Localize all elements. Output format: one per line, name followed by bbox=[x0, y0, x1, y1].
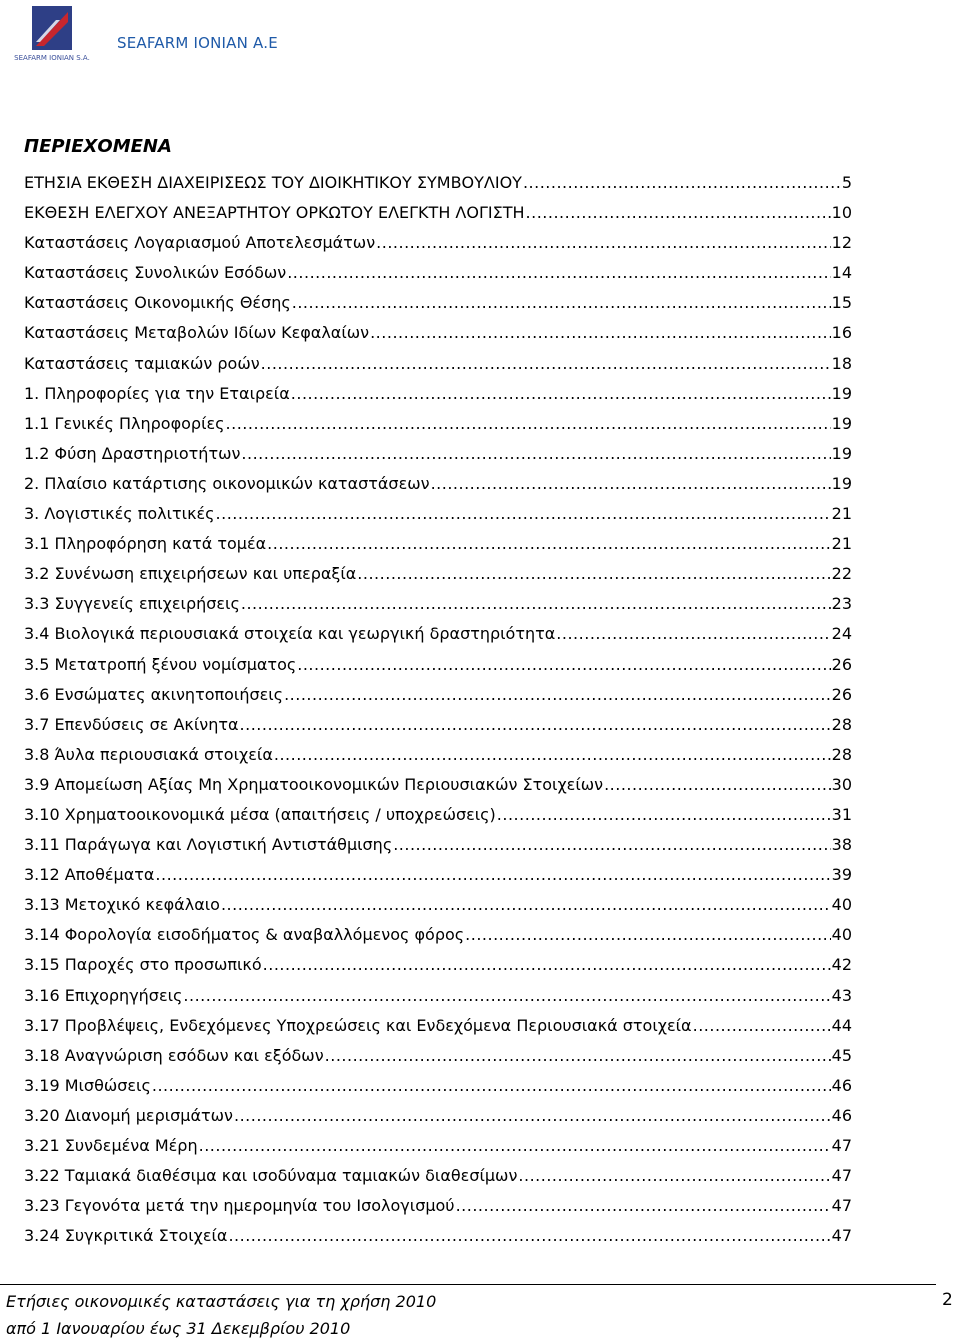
toc-dot-leader bbox=[523, 168, 841, 198]
footer-period: από 1 Ιανουαρίου έως 31 Δεκεμβρίου 2010 bbox=[6, 1319, 351, 1338]
toc-entry-title: 3.5 Μετατροπή ξένου νομίσματος bbox=[24, 654, 297, 674]
toc-entry-title: Καταστάσεις ταμιακών ροών bbox=[24, 353, 260, 373]
toc-entry-title: 3.14 Φορολογία εισοδήματος & αναβαλλόμενος φόρος bbox=[24, 925, 465, 945]
toc-entry[interactable] bbox=[24, 379, 852, 409]
toc-entry-title: 1. Πληροφορίες για την Εταιρεία bbox=[24, 383, 290, 403]
toc-entry[interactable] bbox=[24, 1011, 852, 1041]
toc-entry-title: 3.4 Βιολογικά περιουσιακά στοιχεία και γεωργική δραστηριότητα bbox=[24, 624, 556, 644]
toc-entry-page: 19 bbox=[831, 413, 852, 433]
toc-entry-page: 24 bbox=[831, 624, 852, 644]
toc-entry[interactable] bbox=[24, 680, 852, 710]
company-name: SEAFARM IONIAN A.E bbox=[117, 34, 278, 52]
toc-entry-page: 23 bbox=[831, 594, 852, 614]
toc-dot-leader bbox=[155, 860, 830, 890]
toc-dot-leader bbox=[604, 770, 831, 800]
toc-entry-title: 3.11 Παράγωγα και Λογιστική Αντιστάθμισης bbox=[24, 835, 393, 855]
toc-entry-title: 3.13 Μετοχικό κεφάλαιο bbox=[24, 895, 220, 915]
toc-entry[interactable] bbox=[24, 800, 852, 830]
toc-dot-leader bbox=[183, 981, 830, 1011]
toc-entry[interactable] bbox=[24, 349, 852, 379]
table-of-contents bbox=[24, 168, 852, 1251]
toc-entry[interactable] bbox=[24, 439, 852, 469]
toc-entry[interactable] bbox=[24, 1071, 852, 1101]
toc-entry-page: 40 bbox=[831, 925, 852, 945]
toc-entry[interactable] bbox=[24, 1101, 852, 1131]
toc-entry-page: 18 bbox=[831, 353, 852, 373]
toc-dot-leader bbox=[234, 1101, 831, 1131]
toc-entry-page: 5 bbox=[841, 173, 852, 192]
toc-dot-leader bbox=[274, 740, 831, 770]
toc-entry[interactable] bbox=[24, 830, 852, 860]
footer-divider bbox=[0, 1284, 936, 1285]
toc-entry-title: ΕΤΗΣΙΑ ΕΚΘΕΣΗ ΔΙΑΧΕΙΡΙΣΕΩΣ ΤΟΥ ΔΙΟΙΚΗΤΙΚΟΥ ΣΥΜΒΟΥΛΙΟΥ bbox=[24, 173, 522, 192]
toc-entry[interactable] bbox=[24, 650, 852, 680]
toc-entry-title: Καταστάσεις Μεταβολών Ιδίων Κεφαλαίων bbox=[24, 323, 370, 343]
toc-entry[interactable] bbox=[24, 499, 852, 529]
toc-entry-title: 3.3 Συγγενείς επιχειρήσεις bbox=[24, 594, 240, 614]
logo-text: SEAFARM IONIAN S.A. bbox=[14, 54, 90, 62]
toc-entry[interactable] bbox=[24, 981, 852, 1011]
toc-entry-title: 3.17 Προβλέψεις, Ενδεχόμενες Υποχρεώσεις και Ενδεχόμενα Περιουσιακά στοιχεία bbox=[24, 1015, 692, 1035]
toc-entry-page: 19 bbox=[831, 383, 852, 403]
toc-dot-leader bbox=[325, 1041, 831, 1071]
footer-title: Ετήσιες οικονομικές καταστάσεις για τη χρήση 2010 bbox=[6, 1292, 437, 1311]
toc-entry-title: 3.24 Συγκριτικά Στοιχεία bbox=[24, 1226, 228, 1246]
toc-dot-leader bbox=[267, 529, 830, 559]
toc-entry-page: 10 bbox=[831, 203, 852, 223]
toc-dot-leader bbox=[228, 1221, 830, 1251]
toc-entry[interactable] bbox=[24, 890, 852, 920]
toc-entry-title: 3.7 Επενδύσεις σε Ακίνητα bbox=[24, 714, 239, 734]
toc-entry-page: 28 bbox=[831, 714, 852, 734]
toc-dot-leader bbox=[370, 318, 831, 348]
toc-entry[interactable] bbox=[24, 770, 852, 800]
toc-entry[interactable] bbox=[24, 860, 852, 890]
toc-entry-page: 28 bbox=[831, 744, 852, 764]
toc-entry-page: 30 bbox=[831, 774, 852, 794]
toc-entry-title: 3.12 Αποθέματα bbox=[24, 865, 155, 885]
toc-entry[interactable] bbox=[24, 1191, 852, 1221]
toc-entry-page: 47 bbox=[831, 1166, 852, 1186]
toc-entry-page: 26 bbox=[831, 684, 852, 704]
toc-entry[interactable] bbox=[24, 710, 852, 740]
toc-entry-page: 47 bbox=[831, 1226, 852, 1246]
toc-entry[interactable] bbox=[24, 409, 852, 439]
toc-dot-leader bbox=[199, 1131, 831, 1161]
toc-entry-page: 15 bbox=[831, 293, 852, 313]
toc-entry-page: 47 bbox=[831, 1196, 852, 1216]
toc-dot-leader bbox=[376, 228, 831, 258]
toc-entry[interactable] bbox=[24, 559, 852, 589]
toc-dot-leader bbox=[393, 830, 830, 860]
toc-dot-leader bbox=[241, 589, 831, 619]
toc-entry-title: 3.21 Συνδεμένα Μέρη bbox=[24, 1136, 198, 1155]
toc-entry-title: Καταστάσεις Οικονομικής Θέσης bbox=[24, 293, 291, 313]
toc-entry-page: 43 bbox=[831, 985, 852, 1005]
toc-entry-page: 44 bbox=[831, 1015, 852, 1035]
toc-entry-title: 3.22 Ταμιακά διαθέσιμα και ισοδύναμα ταμιακών διαθεσίμων bbox=[24, 1166, 518, 1186]
toc-entry[interactable] bbox=[24, 920, 852, 950]
toc-entry-title: 3.23 Γεγονότα μετά την ημερομηνία του Ισολογισμού bbox=[24, 1196, 455, 1216]
toc-dot-leader bbox=[497, 800, 831, 830]
toc-dot-leader bbox=[297, 650, 830, 680]
toc-dot-leader bbox=[226, 409, 831, 439]
toc-entry-title: 3.16 Επιχορηγήσεις bbox=[24, 985, 183, 1005]
toc-title: ΠΕΡΙΕΧΟΜΕΝΑ bbox=[24, 136, 172, 157]
toc-entry-page: 31 bbox=[831, 804, 852, 824]
toc-entry[interactable] bbox=[24, 318, 852, 348]
toc-entry-page: 45 bbox=[831, 1045, 852, 1065]
toc-entry-title: 3.10 Χρηματοοικονομικά μέσα (απαιτήσεις / υποχρεώσεις) bbox=[24, 804, 496, 824]
toc-entry[interactable] bbox=[24, 1131, 852, 1161]
toc-dot-leader bbox=[152, 1071, 831, 1101]
toc-dot-leader bbox=[284, 680, 831, 710]
toc-entry[interactable] bbox=[24, 469, 852, 499]
toc-entry[interactable] bbox=[24, 589, 852, 619]
toc-entry[interactable] bbox=[24, 1161, 852, 1191]
toc-dot-leader bbox=[518, 1161, 830, 1191]
toc-entry[interactable] bbox=[24, 288, 852, 318]
toc-entry[interactable] bbox=[24, 619, 852, 649]
toc-entry-title: ΕΚΘΕΣΗ ΕΛΕΓΧΟΥ ΑΝΕΞΑΡΤΗΤΟΥ ΟΡΚΩΤΟΥ ΕΛΕΓΚΤΗ ΛΟΓΙΣΤΗ bbox=[24, 203, 525, 223]
toc-entry-title: 3.19 Μισθώσεις bbox=[24, 1075, 151, 1095]
toc-entry-page: 26 bbox=[831, 654, 852, 674]
toc-dot-leader bbox=[431, 469, 831, 499]
toc-entry-title: 1.1 Γενικές Πληροφορίες bbox=[24, 413, 225, 433]
toc-dot-leader bbox=[556, 619, 830, 649]
toc-entry-page: 42 bbox=[831, 955, 852, 975]
page-number: 2 bbox=[942, 1290, 953, 1310]
toc-entry-page: 39 bbox=[831, 865, 852, 885]
toc-entry[interactable] bbox=[24, 168, 852, 198]
toc-entry-title: 1.2 Φύση Δραστηριοτήτων bbox=[24, 443, 241, 463]
toc-dot-leader bbox=[240, 710, 831, 740]
toc-dot-leader bbox=[291, 379, 831, 409]
toc-entry[interactable] bbox=[24, 228, 852, 258]
toc-entry-title: 3.15 Παροχές στο προσωπικό bbox=[24, 955, 262, 975]
toc-entry-title: Καταστάσεις Συνολικών Εσόδων bbox=[24, 263, 287, 283]
toc-entry-page: 12 bbox=[831, 233, 852, 253]
toc-entry-title: 3. Λογιστικές πολιτικές bbox=[24, 504, 215, 524]
toc-entry-page: 14 bbox=[831, 263, 852, 283]
toc-dot-leader bbox=[221, 890, 831, 920]
toc-entry[interactable] bbox=[24, 1221, 852, 1251]
toc-entry[interactable] bbox=[24, 950, 852, 980]
toc-entry-title: 3.9 Απομείωση Αξίας Μη Χρηματοοικονομικών Περιουσιακών Στοιχείων bbox=[24, 774, 604, 794]
toc-entry-page: 22 bbox=[831, 564, 852, 584]
toc-entry-page: 46 bbox=[831, 1105, 852, 1125]
toc-entry-title: 3.1 Πληροφόρηση κατά τομέα bbox=[24, 534, 267, 554]
toc-entry-title: 3.18 Αναγνώριση εσόδων και εξόδων bbox=[24, 1045, 324, 1065]
toc-entry[interactable] bbox=[24, 258, 852, 288]
toc-entry-page: 38 bbox=[831, 835, 852, 855]
toc-entry[interactable] bbox=[24, 1041, 852, 1071]
toc-entry-title: 3.20 Διανομή μερισμάτων bbox=[24, 1105, 233, 1125]
toc-entry-title: 3.8 Άυλα περιουσιακά στοιχεία bbox=[24, 744, 273, 764]
toc-entry-page: 47 bbox=[831, 1136, 852, 1155]
toc-entry-title: 2. Πλαίσιο κατάρτισης οικονομικών καταστάσεων bbox=[24, 473, 430, 493]
toc-dot-leader bbox=[693, 1011, 831, 1041]
toc-dot-leader bbox=[287, 258, 830, 288]
toc-dot-leader bbox=[465, 920, 830, 950]
toc-entry[interactable] bbox=[24, 198, 852, 228]
toc-entry-page: 40 bbox=[831, 895, 852, 915]
toc-dot-leader bbox=[263, 950, 831, 980]
toc-dot-leader bbox=[456, 1191, 831, 1221]
company-logo bbox=[6, 2, 98, 70]
toc-dot-leader bbox=[357, 559, 830, 589]
toc-dot-leader bbox=[261, 349, 831, 379]
toc-dot-leader bbox=[241, 439, 830, 469]
toc-dot-leader bbox=[216, 499, 831, 529]
toc-dot-leader bbox=[526, 198, 831, 228]
toc-entry-page: 19 bbox=[831, 473, 852, 493]
toc-entry-title: Καταστάσεις Λογαριασμού Αποτελεσμάτων bbox=[24, 233, 376, 253]
toc-entry-title: 3.2 Συνένωση επιχειρήσεων και υπεραξία bbox=[24, 564, 357, 584]
page-header bbox=[0, 0, 960, 80]
toc-entry[interactable] bbox=[24, 740, 852, 770]
toc-entry-page: 16 bbox=[831, 323, 852, 343]
toc-entry-title: 3.6 Ενσώματες ακινητοποιήσεις bbox=[24, 684, 284, 704]
toc-entry-page: 21 bbox=[831, 534, 852, 554]
toc-entry-page: 19 bbox=[831, 443, 852, 463]
toc-dot-leader bbox=[292, 288, 831, 318]
toc-entry-page: 21 bbox=[831, 504, 852, 524]
toc-entry-page: 46 bbox=[831, 1075, 852, 1095]
toc-entry[interactable] bbox=[24, 529, 852, 559]
